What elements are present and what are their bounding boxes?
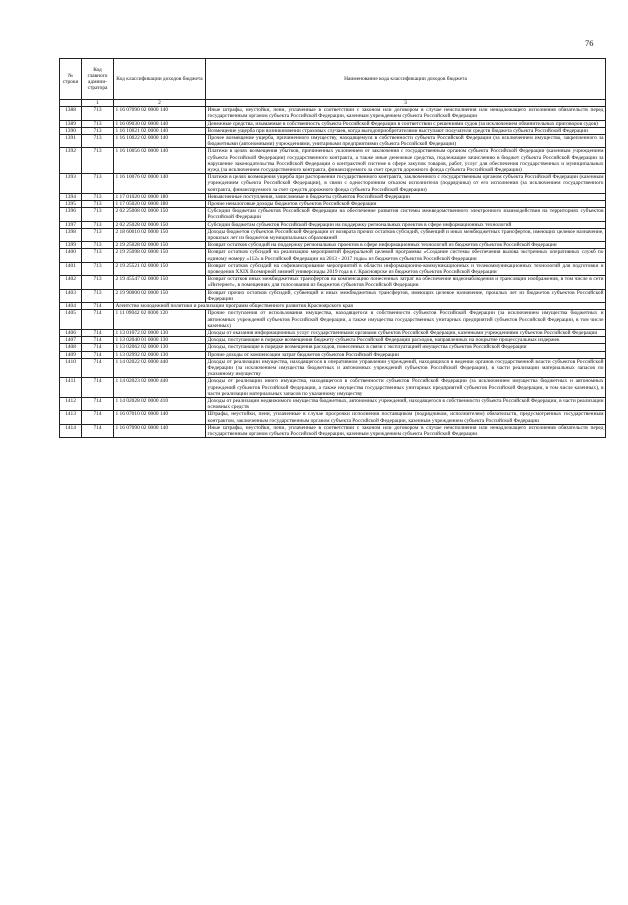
classification-code: 1 14 02023 02 0000 440 <box>114 378 206 398</box>
admin-code: 714 <box>82 378 114 398</box>
row-number: 1392 <box>60 148 82 174</box>
table-header-row <box>60 59 606 100</box>
classification-code: 1 14 02028 02 0000 410 <box>114 397 206 410</box>
row-number: 1394 <box>60 193 82 200</box>
code-name: Возврат остатков субсидий на реализацию мероприятий федеральной целевой программы «Создание системы обеспечения вызова экстренных оперативных служб по единому номеру «112» в Российской Федерации на 2013 - 2017 годы» из бюджетов субъектов Российской Федерации <box>207 249 604 262</box>
table-row <box>60 201 606 208</box>
table-row <box>60 329 606 336</box>
classification-code: 1 16 10056 02 0000 140 <box>114 148 206 174</box>
classification-code: 1 16 10076 02 0000 140 <box>114 174 206 194</box>
page-number: 76 <box>585 38 594 48</box>
code-name: Возврат прочих остатков субсидий, субвенций и иных межбюджетных трансфертов, имеющих целевое назначение, прошлых лет из бюджетов субъектов Российской Федерации <box>207 289 604 302</box>
code-name: Субсидии бюджетам субъектов Российской Федерации на обеспечение развития системы межведомственного электронного взаимодействия на территориях субъектов Российской Федерации <box>207 208 604 221</box>
code-name: Субсидии бюджетам субъектов Российской Федерации на поддержку региональных проектов в сфере информационных технологий <box>206 221 606 228</box>
row-number: 1397 <box>60 221 82 228</box>
admin-code: 714 <box>82 344 114 351</box>
classification-code: 1 16 09030 02 0000 140 <box>114 120 206 127</box>
code-name: Доходы от реализации недвижимого имущества бюджетных, автономных учреждений, находящегося в собственности субъекта Российской Федерации, в части реализации основных средств <box>207 397 604 411</box>
admin-code: 714 <box>82 329 114 336</box>
code-name: Возмещение ущерба при возникновении страховых случаев, когда выгодоприобретателями выступают получатели средств бюджета субъекта Российской Федерации <box>206 127 606 134</box>
row-number: 1413 <box>60 411 82 424</box>
column-number <box>60 100 82 107</box>
table-row <box>60 351 606 358</box>
admin-code: 713 <box>82 127 114 134</box>
admin-code: 713 <box>82 208 114 221</box>
admin-code: 713 <box>82 120 114 127</box>
code-name: Иные штрафы, неустойки, пени, уплаченные в соответствии с законом или договором в случае неисполнения или ненадлежащего исполнения обязательств перед государственным органом субъекта Российской Федерации, казенным учреждением субъекта Российской Федерации <box>207 107 604 120</box>
header-code-name: Наименование кода классификации доходов бюджета <box>206 59 606 100</box>
classification-code: 1 11 09042 02 0000 120 <box>114 310 206 330</box>
table-row <box>60 228 606 241</box>
table-row <box>60 289 606 302</box>
admin-code: 713 <box>82 289 114 302</box>
row-number: 1407 <box>60 337 82 344</box>
row-number: 1388 <box>60 107 82 120</box>
row-number: 1389 <box>60 120 82 127</box>
code-name: Штрафы, неустойки, пени, уплаченные в случае просрочки исполнения поставщиком (подрядчиком, исполнителем) обязательств, предусмотренных государственным контрактом, заключенным государственным органом субъекта Российской Федерации, казенным учреждением субъекта Российской Федерации <box>207 411 604 424</box>
classification-code: 2 19 25098 02 0000 150 <box>114 249 206 262</box>
row-number: 1409 <box>60 351 82 358</box>
code-name: Доходы бюджетов субъектов Российской Федерации от возврата прочих остатков субсидий, субвенций и иных межбюджетных трансфертов, имеющих целевое назначение, прошлых лет из бюджетов муниципальных образований <box>207 228 604 242</box>
row-number: 1390 <box>60 127 82 134</box>
row-number: 1414 <box>60 424 82 437</box>
row-number: 1402 <box>60 276 82 289</box>
classification-code: 1 17 05020 02 0000 180 <box>114 201 206 208</box>
code-name: Платежи в целях возмещения убытков, причиненных уклонением от заключения с государственным органом субъекта Российской Федерации (казенным учреждением субъекта Российской Федерации) государственного контракта, а также иные денежные средства, подлежащие зачислению в бюджет субъекта Российской Федерации за нарушение законодательства Российской Федерации о контрактной системе в сфере закупок товаров, работ, услуг для обеспечения государственных и муниципальных нужд (за исключением государственного контракта, финансируемого за счет средств дорожного фонда субъекта Российской Федерации) <box>207 148 604 174</box>
classification-code: 1 13 02992 02 0000 130 <box>114 351 206 358</box>
code-name: Возврат остатков субсидий на поддержку региональных проектов в сфере информационных технологий из бюджетов субъектов Российской Федерации <box>206 242 606 249</box>
row-number: 1408 <box>60 344 82 351</box>
row-number: 1403 <box>60 289 82 302</box>
section-heading: Агентство молодежной политики и реализации программ общественного развития Красноярского края <box>114 303 606 310</box>
code-name: Платежи в целях возмещения ущерба при расторжении государственного контракта, заключенного с государственным органом субъекта Российской Федерации (казенным учреждением субъекта Российской Федерации), в связи с односторонним отказом исполнителя (подрядчика) от его исполнения (за исключением государственного контракта, финансируемого за счет средств дорожного фонда субъекта Российской Федерации) <box>207 174 604 193</box>
admin-code: 713 <box>82 249 114 262</box>
admin-code: 714 <box>82 337 114 344</box>
row-number: 1401 <box>60 262 82 275</box>
classification-code: 1 13 02062 02 0000 130 <box>114 344 206 351</box>
table-row <box>60 424 606 437</box>
table-row <box>60 242 606 249</box>
table-row <box>60 174 606 194</box>
row-number: 1396 <box>60 208 82 221</box>
admin-code: 714 <box>82 424 114 437</box>
revenue-classification-table <box>59 58 606 438</box>
classification-code: 1 16 07090 02 0000 140 <box>114 424 206 437</box>
code-name: Возврат остатков субсидий на софинансирование мероприятий в области информационно-коммуникационных и телекоммуникационных технологий для подготовки и проведения XXIX Всемирной зимней универсиады 2019 года в г. Красноярске из бюджетов субъектов Российской Федерации <box>207 262 604 276</box>
table-row <box>60 249 606 262</box>
admin-code: 713 <box>82 221 114 228</box>
column-number: 1 <box>82 100 114 107</box>
table-row <box>60 221 606 228</box>
row-number: 1411 <box>60 378 82 398</box>
column-number: 2 <box>114 100 206 107</box>
admin-code: 713 <box>82 201 114 208</box>
admin-code: 713 <box>82 242 114 249</box>
code-name: Доходы, поступающие в порядке возмещения расходов, понесенных в связи с эксплуатацией имущества субъектов Российской Федерации <box>206 344 606 351</box>
row-number: 1393 <box>60 174 82 194</box>
table-row <box>60 127 606 134</box>
admin-code: 713 <box>82 135 114 148</box>
code-name: Доходы от реализации имущества, находящегося в оперативном управлении учреждений, находящихся в ведении органов государственной власти субъектов Российской Федерации (за исключением имущества бюджетных и автономных учреждений субъектов Российской Федерации), в части реализации материальных запасов по указанному имуществу <box>207 358 604 378</box>
classification-code: 1 16 10021 02 0000 140 <box>114 127 206 134</box>
admin-code: 713 <box>82 107 114 120</box>
classification-code: 2 02 25028 02 0000 150 <box>114 221 206 228</box>
table-row <box>60 262 606 275</box>
admin-code: 713 <box>82 228 114 241</box>
code-name: Доходы от реализации иного имущества, находящегося в собственности субъектов Российской Федерации (за исключением имущества бюджетных и автономных учреждений субъектов Российской Федерации, а также имущества государственных унитарных предприятий субъектов Российской Федерации, в том числе казенных), в части реализации материальных запасов по указанному имуществу <box>207 378 604 397</box>
classification-code: 1 13 01072 02 0000 130 <box>114 329 206 336</box>
admin-code: 714 <box>82 303 114 310</box>
table-body <box>60 107 606 438</box>
classification-code: 1 17 01020 02 0000 180 <box>114 193 206 200</box>
code-name: Прочее возмещение ущерба, причиненного имуществу, находящемуся в собственности субъекта Российской Федерации (за исключением имущества, закрепленного за бюджетными (автономными) учреждениями, унитарными предприятиями субъекта Российской Федерации) <box>207 135 604 148</box>
classification-code: 1 16 07010 02 0000 140 <box>114 411 206 424</box>
admin-code: 713 <box>82 174 114 194</box>
code-name: Доходы от оказания информационных услуг государственными органами субъектов Российской Федерации, казенными учреждениями субъектов Российской Федерации <box>206 329 606 336</box>
column-number: 3 <box>206 100 606 107</box>
code-name: Прочие поступления от использования имущества, находящегося в собственности субъектов Российской Федерации (за исключением имущества бюджетных и автономных учреждений субъектов Российской Федерации, а также имущества государственных унитарных предприятий субъектов Российской Федерации, в том числе казенных) <box>207 310 604 329</box>
row-number: 1410 <box>60 358 82 378</box>
classification-code: 1 14 02022 02 0000 440 <box>114 358 206 378</box>
admin-code: 713 <box>82 276 114 289</box>
table-row <box>60 148 606 174</box>
header-classification-code: Код классификации доходов бюджета <box>114 59 206 100</box>
admin-code: 714 <box>82 411 114 424</box>
admin-code: 714 <box>82 310 114 330</box>
table-row <box>60 378 606 398</box>
table-row <box>60 358 606 378</box>
table-row <box>60 107 606 120</box>
classification-code: 2 19 25521 02 0000 150 <box>114 262 206 275</box>
code-name: Невыясненные поступления, зачисляемые в бюджеты субъектов Российской Федерации <box>206 193 606 200</box>
row-number: 1406 <box>60 329 82 336</box>
row-number: 1395 <box>60 201 82 208</box>
classification-code: 2 19 90000 02 0000 150 <box>114 289 206 302</box>
classification-code: 1 16 10022 02 0000 140 <box>114 135 206 148</box>
table-row <box>60 135 606 148</box>
table-row <box>60 193 606 200</box>
table-section-heading-row <box>60 303 606 310</box>
admin-code: 714 <box>82 397 114 410</box>
classification-code: 2 19 45547 02 0000 150 <box>114 276 206 289</box>
row-number: 1400 <box>60 249 82 262</box>
code-name: Иные штрафы, неустойки, пени, уплаченные в соответствии с законом или договором в случае неисполнения или ненадлежащего исполнения обязательств перед государственным органом субъекта Российской Федерации, казенным учреждением субъекта Российской Федерации <box>207 424 604 437</box>
row-number: 1404 <box>60 303 82 310</box>
admin-code: 714 <box>82 358 114 378</box>
code-name: Возврат остатков иных межбюджетных трансфертов на компенсацию понесенных затрат на обеспечение видеонаблюдения и трансляции изображения, в том числе в сети «Интернет», в помещениях для голосования из бюджетов субъектов Российской Федерации <box>207 276 604 289</box>
code-name: Прочие доходы от компенсации затрат бюджетов субъектов Российской Федерации <box>206 351 606 358</box>
row-number: 1398 <box>60 228 82 241</box>
admin-code: 713 <box>82 148 114 174</box>
table-row <box>60 208 606 221</box>
classification-code: 1 16 07090 02 0000 140 <box>114 107 206 120</box>
row-number: 1412 <box>60 397 82 410</box>
table-row <box>60 411 606 424</box>
admin-code: 714 <box>82 351 114 358</box>
code-name: Прочие неналоговые доходы бюджетов субъектов Российской Федерации <box>206 201 606 208</box>
classification-code: 2 18 60010 02 0000 150 <box>114 228 206 241</box>
classification-code: 2 19 25028 02 0000 150 <box>114 242 206 249</box>
table-row <box>60 344 606 351</box>
classification-code: 1 13 02040 01 0000 130 <box>114 337 206 344</box>
header-admin-code: Код главного админи-стратора <box>82 59 114 100</box>
table-row <box>60 310 606 330</box>
admin-code: 713 <box>82 193 114 200</box>
column-number-row <box>60 100 606 107</box>
table-row <box>60 397 606 410</box>
header-row-number: № строки <box>60 59 82 100</box>
table-row <box>60 120 606 127</box>
code-name: Денежные средства, изымаемые в собственность субъекта Российской Федерации в соответствии с решениями судов (за исключением обвинительных приговоров судов) <box>206 120 606 127</box>
classification-code: 2 02 25008 02 0000 150 <box>114 208 206 221</box>
row-number: 1399 <box>60 242 82 249</box>
row-number: 1405 <box>60 310 82 330</box>
table-row <box>60 337 606 344</box>
table-row <box>60 276 606 289</box>
code-name: Доходы, поступающие в порядке возмещения бюджету субъекта Российской Федерации расходов, направленных на покрытие процессуальных издержек <box>206 337 606 344</box>
row-number: 1391 <box>60 135 82 148</box>
admin-code: 713 <box>82 262 114 275</box>
